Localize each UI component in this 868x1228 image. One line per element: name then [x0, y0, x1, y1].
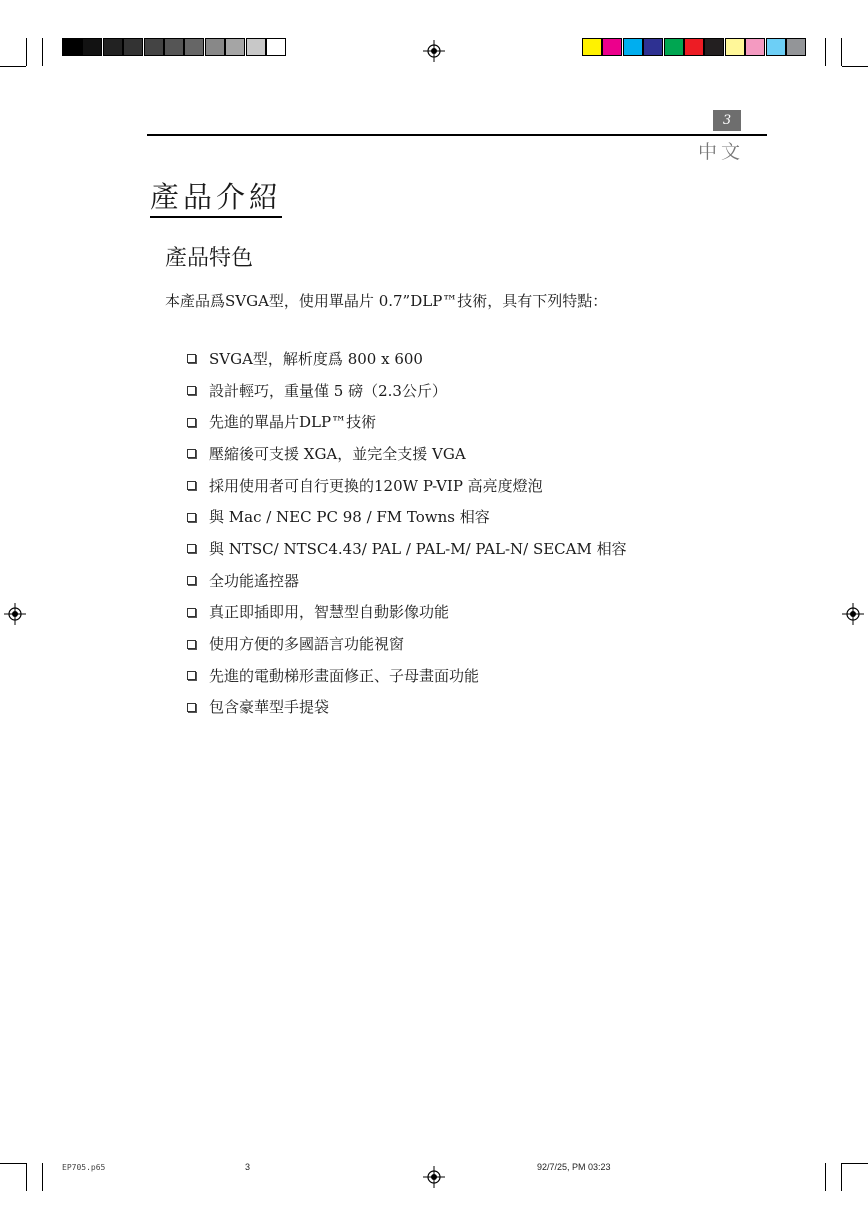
- checkbox-bullet-icon: [187, 481, 196, 490]
- registration-mark-icon: [842, 603, 864, 625]
- checkbox-bullet-icon: [187, 671, 196, 680]
- crop-mark: [842, 66, 868, 67]
- color-swatch: [266, 38, 286, 56]
- checkbox-bullet-icon: [187, 608, 196, 617]
- color-swatch: [164, 38, 184, 56]
- footer-timestamp: 92/7/25, PM 03:23: [537, 1162, 611, 1172]
- feature-text: 先進的單晶片DLP™技術: [209, 413, 377, 432]
- registration-mark-icon: [423, 1166, 445, 1188]
- feature-text: 先進的電動梯形畫面修正、子母畫面功能: [209, 666, 480, 685]
- list-item: [185, 628, 627, 660]
- color-swatch: [766, 38, 786, 56]
- list-item: [185, 343, 627, 375]
- crop-mark: [0, 66, 26, 67]
- list-item: [185, 438, 627, 470]
- color-swatch: [704, 38, 724, 56]
- crop-mark: [0, 1163, 26, 1164]
- footer-filename: EP705.p65: [62, 1163, 106, 1172]
- crop-mark: [842, 1163, 868, 1164]
- color-swatch: [684, 38, 704, 56]
- color-swatch: [664, 38, 684, 56]
- color-swatch: [103, 38, 123, 56]
- feature-text: 與 Mac / NEC PC 98 / FM Towns 相容: [209, 508, 490, 527]
- registration-mark-icon: [4, 603, 26, 625]
- color-swatch: [82, 38, 102, 56]
- crop-mark: [42, 1163, 43, 1191]
- list-item: [185, 692, 627, 724]
- color-swatch: [205, 38, 225, 56]
- list-item: [185, 406, 627, 438]
- color-swatch: [184, 38, 204, 56]
- crop-mark: [26, 38, 27, 66]
- checkbox-bullet-icon: [187, 354, 196, 363]
- color-swatch: [123, 38, 143, 56]
- list-item: [185, 501, 627, 533]
- color-swatch: [725, 38, 745, 56]
- list-item: [185, 597, 627, 629]
- color-swatch: [745, 38, 765, 56]
- checkbox-bullet-icon: [187, 576, 196, 585]
- checkbox-bullet-icon: [187, 386, 196, 395]
- color-swatch: [246, 38, 266, 56]
- checkbox-bullet-icon: [187, 418, 196, 427]
- color-swatch: [225, 38, 245, 56]
- language-label: 中文: [697, 141, 744, 163]
- header-rule: [147, 134, 767, 136]
- list-item: [185, 533, 627, 565]
- footer-page-number: 3: [245, 1162, 251, 1172]
- registration-mark-icon: [423, 40, 445, 62]
- feature-text: SVGA型，解析度爲 800 x 600: [209, 349, 423, 368]
- crop-mark: [42, 38, 43, 66]
- checkbox-bullet-icon: [187, 513, 196, 522]
- crop-mark: [841, 1163, 842, 1191]
- feature-text: 全功能遙控器: [209, 571, 300, 590]
- crop-mark: [841, 38, 842, 66]
- color-swatch: [144, 38, 164, 56]
- list-item: [185, 470, 627, 502]
- feature-text: 使用方便的多國語言功能視窗: [209, 635, 405, 654]
- feature-text: 採用使用者可自行更換的120W P-VIP 高亮度燈泡: [209, 476, 543, 495]
- crop-mark: [825, 38, 826, 66]
- checkbox-bullet-icon: [187, 703, 196, 712]
- section-heading: 產品特色: [165, 246, 254, 271]
- intro-paragraph: 本產品爲SVGA型，使用單晶片 0.7”DLP™技術，具有下列特點：: [165, 292, 608, 310]
- checkbox-bullet-icon: [187, 640, 196, 649]
- color-swatch: [623, 38, 643, 56]
- list-item: [185, 375, 627, 407]
- feature-text: 與 NTSC/ NTSC4.43/ PAL / PAL-M/ PAL-N/ SECAM 相容: [209, 539, 627, 558]
- checkbox-bullet-icon: [187, 449, 196, 458]
- color-swatch: [786, 38, 806, 56]
- color-swatch: [582, 38, 602, 56]
- feature-list: [185, 343, 627, 723]
- checkbox-bullet-icon: [187, 544, 196, 553]
- feature-text: 設計輕巧，重量僅 5 磅（2.3公斤）: [209, 381, 447, 400]
- crop-mark: [825, 1163, 826, 1191]
- crop-mark: [26, 1163, 27, 1191]
- feature-text: 真正即插即用，智慧型自動影像功能: [209, 603, 450, 622]
- list-item: [185, 565, 627, 597]
- list-item: [185, 660, 627, 692]
- color-swatch: [643, 38, 663, 56]
- color-swatch: [602, 38, 622, 56]
- page-title: 產品介紹: [150, 178, 282, 218]
- feature-text: 壓縮後可支援 XGA，並完全支援 VGA: [209, 444, 466, 463]
- feature-text: 包含豪華型手提袋: [209, 698, 330, 717]
- page-number-badge: 3: [713, 110, 741, 131]
- color-swatch: [62, 38, 82, 56]
